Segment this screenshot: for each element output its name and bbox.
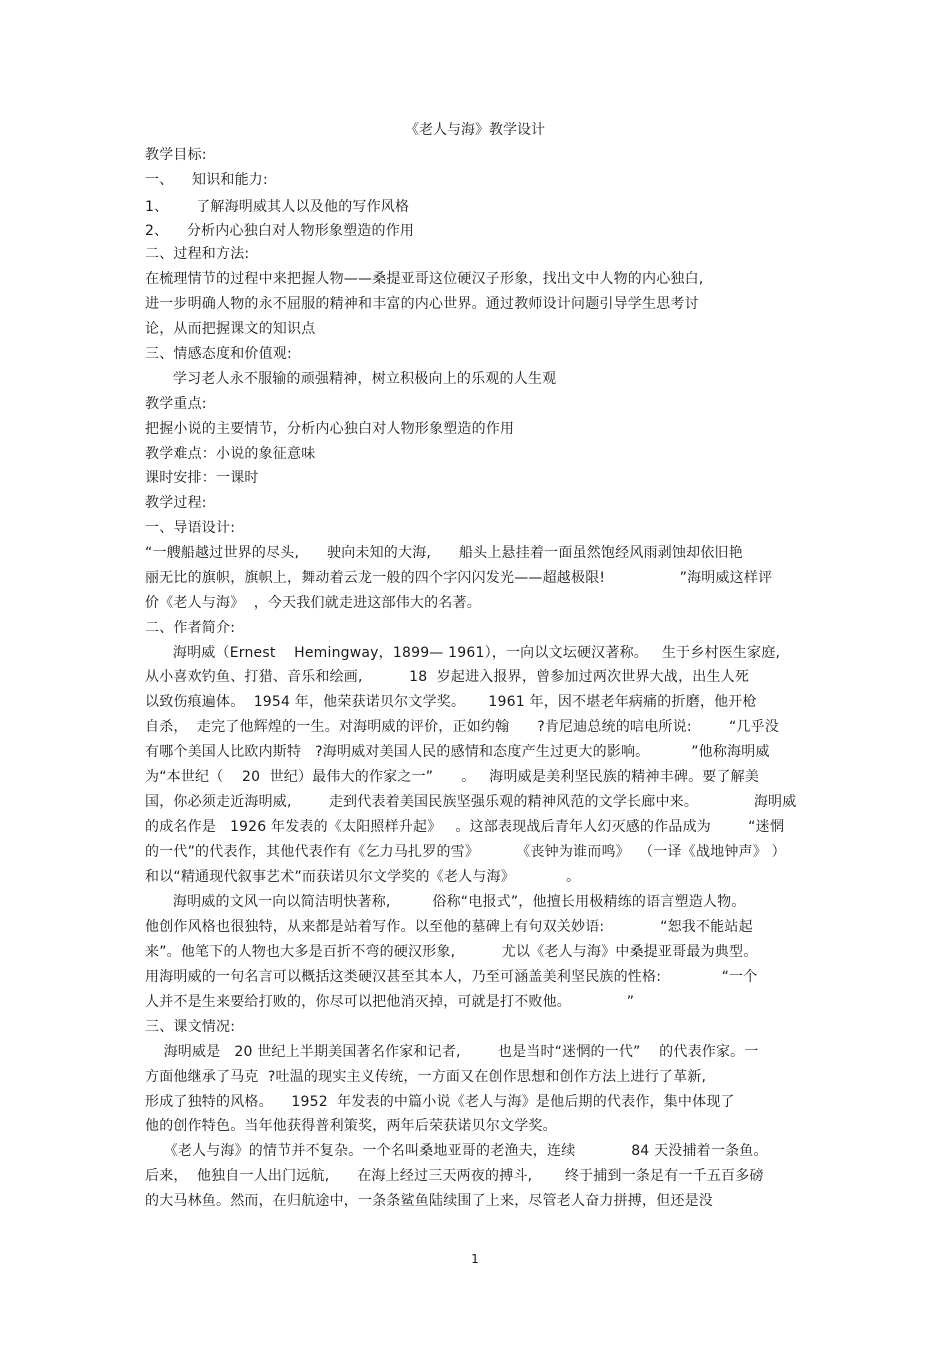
document-title: 《老人与海》教学设计: [405, 122, 545, 138]
text-line: 1、 了解海明威其人以及他的写作风格: [145, 199, 410, 215]
text-line: 来”。他笔下的人物也大多是百折不弯的硬汉形象, 尤以《老人与海》中桑提亚哥最为典型。: [145, 944, 758, 960]
page-number: 1: [471, 1252, 479, 1266]
text-line: 形成了独特的风格。 1952 年发表的中篇小说《老人与海》是他后期的代表作，集中体现了: [145, 1094, 735, 1110]
text-line: 三、课文情况:: [145, 1019, 236, 1035]
text-line: 论，从而把握课文的知识点: [145, 321, 316, 337]
text-line: 一、 知识和能力:: [145, 172, 268, 188]
text-line: 的一代”的代表作，其他代表作有《乞力马扎罗的雪》 《丧钟为谁而鸣》 （一译《战地钟声》 ）: [145, 844, 786, 860]
text-line: 国，你必须走近海明威, 走到代表着美国民族坚强乐观的精神风范的文学长廊中来。 海明威: [145, 794, 797, 810]
text-line: 海明威的文风一向以简洁明快著称, 俗称“电报式”，他擅长用极精练的语言塑造人物。: [145, 894, 746, 910]
text-line: 在梳理情节的过程中来把握人物——桑提亚哥这位硬汉子形象，找出文中人物的内心独白,: [145, 271, 704, 287]
text-line: 二、过程和方法:: [145, 246, 250, 262]
text-line: 教学难点：小说的象征意味: [145, 446, 316, 462]
text-line: 后来， 他独自一人出门远航, 在海上经过三天两夜的搏斗, 终于捕到一条足有一千五百多磅: [145, 1168, 764, 1184]
text-line: 《老人与海》的情节并不复杂。一个名叫桑地亚哥的老渔夫，连续 84 天没捕着一条鱼。: [145, 1143, 768, 1159]
text-line: 教学重点:: [145, 396, 207, 412]
text-line: 自杀， 走完了他辉煌的一生。对海明威的评价，正如约翰 ?肯尼迪总统的唁电所说: “几乎没: [145, 719, 780, 735]
text-line: 为“本世纪（ 20 世纪）最伟大的作家之一” 。 海明威是美利坚民族的精神丰碑。要了解美: [145, 769, 760, 785]
text-line: 三、情感态度和价值观:: [145, 346, 292, 362]
text-line: 学习老人永不服输的顽强精神，树立积极向上的乐观的人生观: [145, 371, 557, 387]
text-line: 二、作者简介:: [145, 620, 236, 636]
text-line: 教学目标:: [145, 147, 207, 163]
text-line: 和以“精通现代叙事艺术”而获诺贝尔文学奖的《老人与海》 。: [145, 869, 581, 885]
text-line: 丽无比的旗帜，旗帜上，舞动着云龙一般的四个字闪闪发光——超越极限! ”海明威这样评: [145, 570, 773, 586]
text-line: 进一步明确人物的永不屈服的精神和丰富的内心世界。通过教师设计问题引导学生思考讨: [145, 296, 699, 312]
text-line: 海明威是 20 世纪上半期美国著名作家和记者, 也是当时“迷惘的一代” 的代表作家。一: [145, 1044, 759, 1060]
text-line: 有哪个美国人比欧内斯特 ?海明威对美国人民的感情和态度产生过更大的影响。 ”他称海明威: [145, 744, 770, 760]
text-line: 以致伤痕遍体。 1954 年，他荣获诺贝尔文学奖。 1961 年，因不堪老年病痛的折磨，他开枪: [145, 694, 757, 710]
text-line: 一、导语设计:: [145, 520, 236, 536]
text-line: 人并不是生来要给打败的，你尽可以把他消灭掉，可就是打不败他。 ”: [145, 994, 635, 1010]
text-line: 课时安排：一课时: [145, 470, 259, 486]
text-line: 他的创作特色。当年他获得普利策奖，两年后荣获诺贝尔文学奖。: [145, 1118, 557, 1134]
text-line: 方面他继承了马克 ?吐温的现实主义传统，一方面又在创作思想和创作方法上进行了革新,: [145, 1069, 707, 1085]
text-line: 的成名作是 1926 年发表的《太阳照样升起》 。这部表现战后青年人幻灭感的作品成为 “迷惘: [145, 819, 785, 835]
text-line: 把握小说的主要情节，分析内心独白对人物形象塑造的作用: [145, 421, 515, 437]
text-line: 海明威（Ernest Hemingway，1899— 1961），一向以文坛硬汉著称。 生于乡村医生家庭,: [145, 645, 781, 661]
text-line: 教学过程:: [145, 495, 207, 511]
text-line: 用海明威的一句名言可以概括这类硬汉甚至其本人，乃至可涵盖美利坚民族的性格: “一个: [145, 969, 758, 985]
text-line: 从小喜欢钓鱼、打猎、音乐和绘画, 18 岁起进入报界，曾参加过两次世界大战，出生人死: [145, 669, 750, 685]
text-line: 他创作风格也很独特，从来都是站着写作。以至他的墓碑上有句双关妙语: “恕我不能站起: [145, 919, 753, 935]
text-line: 价《老人与海》 ，今天我们就走进这部伟大的名著。: [145, 595, 481, 611]
text-line: 的大马林鱼。然而，在归航途中，一条条鲨鱼陆续围了上来，尽管老人奋力拼搏，但还是没: [145, 1193, 713, 1209]
text-line: “一艘船越过世界的尽头, 驶向未知的大海, 船头上悬挂着一面虽然饱经风雨剥蚀却依旧艳: [145, 545, 743, 561]
text-line: 2、 分析内心独白对人物形象塑造的作用: [145, 223, 415, 239]
